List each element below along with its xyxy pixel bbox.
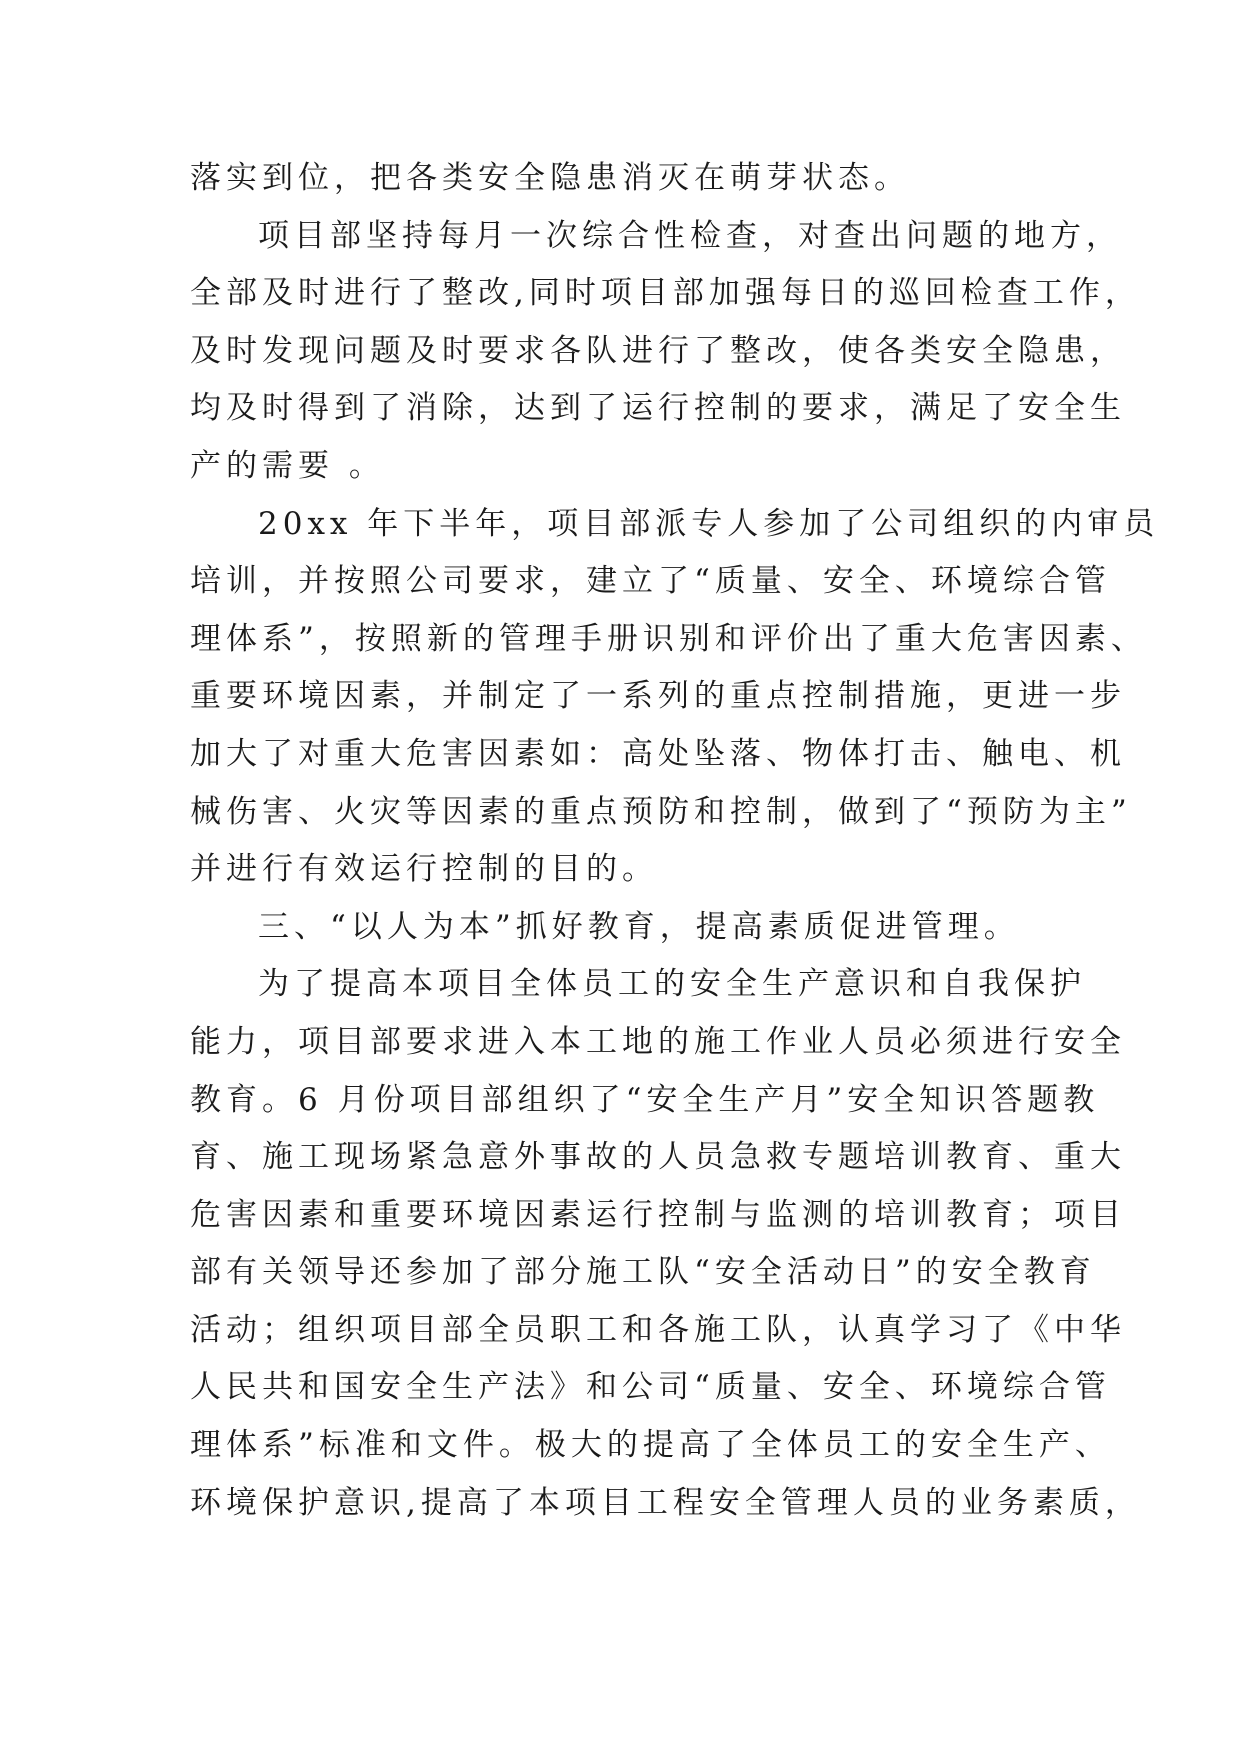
text-line: 加大了对重大危害因素如：高处坠落、物体打击、触电、机 <box>190 735 1126 772</box>
text-line: 均及时得到了消除，达到了运行控制的要求，满足了安全生 <box>190 390 1126 427</box>
text-line: 能力，项目部要求进入本工地的施工作业人员必须进行安全 <box>190 1023 1126 1060</box>
text-line: 产的需要 。 <box>190 447 385 484</box>
text-line: 落实到位，把各类安全隐患消灭在萌芽状态。 <box>190 160 910 196</box>
text-line: 教育。6 月份项目部组织了“安全生产月”安全知识答题教 <box>190 1081 1100 1118</box>
text-line: 理体系”标准和文件。极大的提高了全体员工的安全生产、 <box>190 1427 1111 1464</box>
text-line: 全部及时进行了整改,同时项目部加强每日的巡回检查工作， <box>190 275 1141 312</box>
text-line: 为了提高本项目全体员工的安全生产意识和自我保护 <box>258 966 1086 1003</box>
text-line: 培训，并按照公司要求，建立了“质量、安全、环境综合管 <box>190 563 1111 600</box>
text-line: 三、“以人为本”抓好教育，提高素质促进管理。 <box>258 908 1020 945</box>
document-body <box>190 150 1160 1532</box>
text-line: 部有关领导还参加了部分施工队“安全活动日”的安全教育 <box>190 1254 1096 1291</box>
text-line: 20xx 年下半年，项目部派专人参加了公司组织的内审员 <box>258 505 1160 542</box>
text-line: 并进行有效运行控制的目的。 <box>190 851 658 888</box>
text-line: 活动；组织项目部全员职工和各施工队，认真学习了《中华 <box>190 1311 1126 1348</box>
text-line: 育、施工现场紧急意外事故的人员急救专题培训教育、重大 <box>190 1139 1126 1176</box>
text-line: 人民共和国安全生产法》和公司“质量、安全、环境综合管 <box>190 1369 1111 1406</box>
text-line: 及时发现问题及时要求各队进行了整改，使各类安全隐患， <box>190 332 1126 369</box>
text-line: 理体系”，按照新的管理手册识别和评价出了重大危害因素、 <box>190 620 1147 657</box>
text-line: 环境保护意识,提高了本项目工程安全管理人员的业务素质， <box>190 1484 1141 1521</box>
text-line: 危害因素和重要环境因素运行控制与监测的培训教育；项目 <box>190 1196 1126 1233</box>
text-line: 项目部坚持每月一次综合性检查，对查出问题的地方， <box>258 217 1122 254</box>
text-line: 重要环境因素，并制定了一系列的重点控制措施，更进一步 <box>190 678 1126 715</box>
text-line: 械伤害、火灾等因素的重点预防和控制，做到了“预防为主” <box>190 793 1132 830</box>
